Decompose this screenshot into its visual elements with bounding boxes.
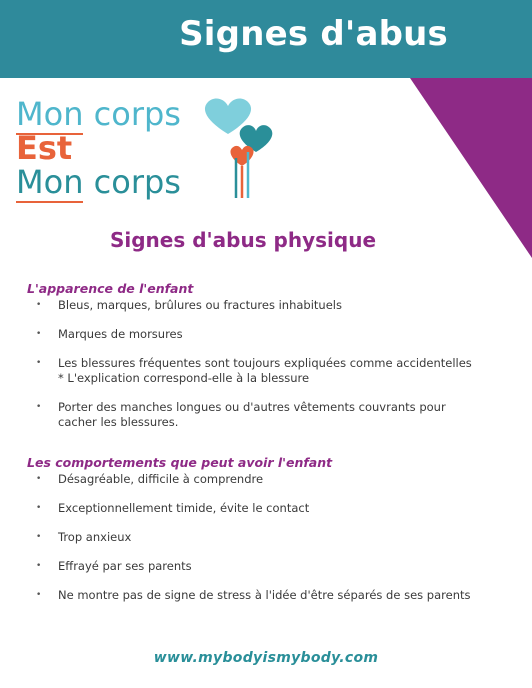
bullet-dot: • bbox=[36, 402, 42, 412]
logo-line-1 bbox=[16, 96, 181, 132]
bullet-dot: • bbox=[36, 358, 42, 368]
bullet-dot: • bbox=[36, 474, 42, 484]
list-item: • Bleus, marques, brûlures ou fractures inhabituels bbox=[36, 298, 342, 312]
footer-website-link[interactable]: www.mybodyismybody.com bbox=[153, 650, 379, 666]
list-behaviours bbox=[36, 472, 496, 603]
list-appearance bbox=[36, 298, 496, 430]
list-item: • Effrayé par ses parents bbox=[36, 559, 192, 573]
bullet-dot: • bbox=[36, 590, 42, 600]
bullet-dot: • bbox=[36, 329, 42, 339]
subheading-appearance: L'apparence de l'enfant bbox=[27, 281, 194, 296]
bullet-dot: • bbox=[36, 503, 42, 513]
logo-line-2: Est bbox=[16, 129, 73, 167]
logo-line-3 bbox=[16, 164, 181, 200]
list-item: • Les blessures fréquentes sont toujours expliquées comme accidentelles * L'explication correspond-elle à la blessure bbox=[36, 356, 472, 385]
list-item: • Marques de morsures bbox=[36, 327, 183, 341]
page-title: Signes d'abus bbox=[179, 14, 448, 54]
logo-corps-1: corps bbox=[83, 95, 181, 133]
subheading-behaviours: Les comportements que peut avoir l'enfant bbox=[27, 455, 333, 470]
hearts-balloon-icon bbox=[198, 96, 282, 200]
list-item: • Ne montre pas de signe de stress à l'idée d'être séparés de ses parents bbox=[36, 588, 471, 602]
list-item: • Trop anxieux bbox=[36, 530, 132, 544]
list-item: • Exceptionnellement timide, évite le contact bbox=[36, 501, 310, 515]
section-title: Signes d'abus physique bbox=[109, 228, 377, 252]
list-item: • Désagréable, difficile à comprendre bbox=[36, 472, 264, 486]
bullet-dot: • bbox=[36, 532, 42, 542]
logo-corps-2: corps bbox=[83, 163, 181, 201]
logo-mon-1: Mon bbox=[16, 95, 84, 133]
bullet-dot: • bbox=[36, 561, 42, 571]
bullet-dot: • bbox=[36, 300, 42, 310]
logo-mon-2: Mon bbox=[16, 163, 84, 201]
list-item: • Porter des manches longues ou d'autres vêtements couvrants pour cacher les blessures. bbox=[36, 400, 446, 429]
